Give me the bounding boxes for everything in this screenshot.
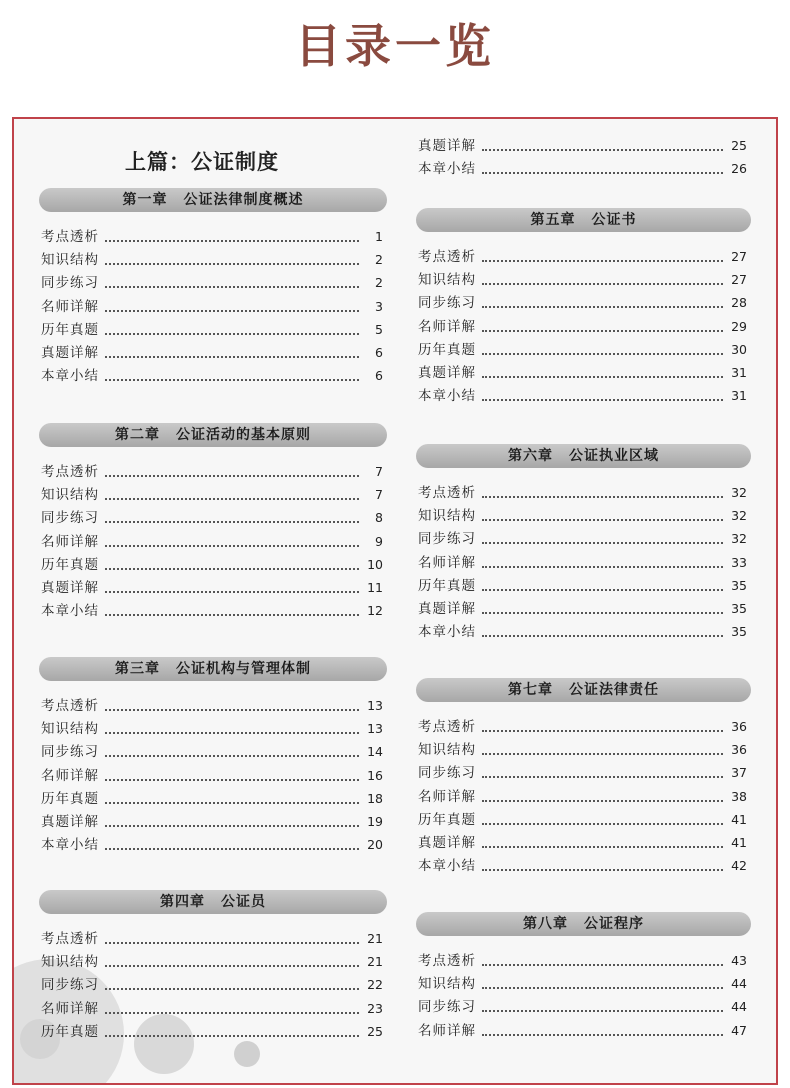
toc-entry-page: 41 xyxy=(731,835,747,850)
toc-entry-page: 19 xyxy=(367,814,383,829)
toc-entry[interactable] xyxy=(418,1018,747,1040)
toc-entry-page: 16 xyxy=(367,767,383,783)
toc-entry[interactable] xyxy=(418,596,747,618)
toc-entry-page: 44 xyxy=(731,999,747,1015)
dot-leader xyxy=(482,376,723,378)
toc-entry-label: 知识结构 xyxy=(418,976,476,993)
toc-entry-label: 名师详解 xyxy=(41,298,99,315)
chapter-number: 第四章 xyxy=(160,894,205,910)
toc-entry-label: 本章小结 xyxy=(418,858,476,875)
toc-entry[interactable] xyxy=(41,949,383,971)
toc-entry[interactable] xyxy=(418,807,747,829)
toc-entry-page: 35 xyxy=(731,577,747,593)
dot-leader xyxy=(105,545,359,547)
toc-entry-page: 13 xyxy=(367,698,383,713)
dot-leader xyxy=(482,283,723,285)
dot-leader xyxy=(105,286,359,288)
toc-entry-label: 考点透析 xyxy=(41,698,99,714)
dot-leader xyxy=(105,591,359,593)
toc-entry[interactable] xyxy=(418,337,747,359)
toc-entry-label: 真题详解 xyxy=(41,345,99,361)
toc-entry-label: 同步练习 xyxy=(41,977,99,994)
toc-entry[interactable] xyxy=(41,459,383,481)
toc-entry-label: 考点透析 xyxy=(41,229,99,245)
dot-leader xyxy=(482,589,723,591)
toc-entry-page: 8 xyxy=(375,510,383,526)
toc-entry-page: 36 xyxy=(731,742,747,758)
dot-leader xyxy=(105,310,359,312)
chapter-number: 第六章 xyxy=(508,448,553,464)
toc-entry-label: 名师详解 xyxy=(418,554,476,571)
toc-entry-page: 23 xyxy=(367,1000,383,1016)
toc-entry-label: 真题详解 xyxy=(418,365,476,381)
toc-entry[interactable] xyxy=(41,1019,383,1041)
toc-entry-label: 真题详解 xyxy=(418,835,476,851)
toc-entry-page: 1 xyxy=(375,229,383,244)
toc-entry-page: 3 xyxy=(375,298,383,314)
dot-leader xyxy=(482,730,723,732)
toc-entry-label: 历年真题 xyxy=(418,811,476,828)
toc-entry-label: 同步练习 xyxy=(41,510,99,527)
toc-entry-label: 真题详解 xyxy=(41,814,99,830)
toc-entry-label: 本章小结 xyxy=(41,837,99,854)
dot-leader xyxy=(105,1012,359,1014)
toc-entry[interactable] xyxy=(418,550,747,572)
chapter-number: 第三章 xyxy=(115,661,160,677)
dot-leader xyxy=(105,379,359,381)
toc-entry[interactable] xyxy=(418,314,747,336)
dot-leader xyxy=(482,987,723,989)
toc-entry[interactable] xyxy=(41,294,383,316)
dot-leader xyxy=(482,753,723,755)
toc-entry-label: 真题详解 xyxy=(41,580,99,596)
toc-entry-page: 42 xyxy=(731,858,747,874)
toc-entry-label: 名师详解 xyxy=(418,318,476,335)
toc-entry-label: 本章小结 xyxy=(41,368,99,385)
toc-entry-label: 历年真题 xyxy=(418,341,476,358)
dot-leader xyxy=(482,846,723,848)
toc-entry[interactable] xyxy=(41,972,383,994)
toc-entry-page: 47 xyxy=(731,1022,747,1038)
dot-leader xyxy=(105,755,359,757)
dot-leader xyxy=(482,823,723,825)
dot-leader xyxy=(105,848,359,850)
chapter-header[interactable] xyxy=(39,657,387,681)
toc-entry[interactable] xyxy=(41,270,383,292)
toc-entry-label: 知识结构 xyxy=(41,252,99,269)
toc-entry[interactable] xyxy=(41,809,383,831)
toc-entry-label: 历年真题 xyxy=(418,577,476,594)
chapter-header[interactable] xyxy=(416,678,751,702)
toc-entry-page: 29 xyxy=(731,318,747,334)
chapter-name: 公证法律制度概述 xyxy=(183,192,304,208)
dot-leader xyxy=(482,149,723,151)
dot-leader xyxy=(105,356,359,358)
toc-entry[interactable] xyxy=(41,832,383,854)
chapter-name: 公证员 xyxy=(221,894,266,910)
toc-entry-page: 35 xyxy=(731,601,747,616)
toc-entry[interactable] xyxy=(41,552,383,574)
toc-entry[interactable] xyxy=(41,363,383,385)
toc-entry[interactable] xyxy=(41,224,383,246)
toc-entry[interactable] xyxy=(41,926,383,948)
toc-entry-label: 同步练习 xyxy=(41,744,99,761)
toc-entry-page: 30 xyxy=(731,341,747,357)
toc-entry[interactable] xyxy=(41,786,383,808)
toc-entry[interactable] xyxy=(41,996,383,1018)
toc-entry-page: 31 xyxy=(731,365,747,380)
dot-leader xyxy=(482,306,723,308)
toc-entry[interactable] xyxy=(418,244,747,266)
toc-entry[interactable] xyxy=(418,994,747,1016)
dot-leader xyxy=(105,732,359,734)
dot-leader xyxy=(105,568,359,570)
toc-entry-label: 名师详解 xyxy=(41,533,99,550)
toc-entry-page: 6 xyxy=(375,345,383,360)
toc-entry-label: 考点透析 xyxy=(41,464,99,480)
toc-entry-page: 12 xyxy=(367,603,383,619)
toc-frame xyxy=(12,117,778,1085)
toc-entry-page: 6 xyxy=(375,368,383,384)
toc-entry[interactable] xyxy=(418,714,747,736)
toc-entry[interactable] xyxy=(418,573,747,595)
toc-entry-label: 本章小结 xyxy=(41,603,99,620)
dot-leader xyxy=(482,635,723,637)
toc-entry[interactable] xyxy=(418,853,747,875)
toc-entry-page: 32 xyxy=(731,508,747,524)
toc-entry[interactable] xyxy=(418,383,747,405)
toc-entry[interactable] xyxy=(418,156,747,178)
toc-entry-label: 知识结构 xyxy=(41,487,99,504)
toc-entry-label: 同步练习 xyxy=(41,275,99,292)
dot-leader xyxy=(105,475,359,477)
toc-entry-page: 37 xyxy=(731,765,747,781)
toc-entry-page: 2 xyxy=(375,275,383,291)
toc-entry-page: 7 xyxy=(375,464,383,479)
chapter-header[interactable] xyxy=(39,890,387,914)
chapter-header[interactable] xyxy=(416,912,751,936)
toc-entry-label: 名师详解 xyxy=(418,1022,476,1039)
dot-leader xyxy=(482,612,723,614)
toc-entry-label: 考点透析 xyxy=(418,249,476,265)
chapter-number: 第八章 xyxy=(523,916,568,932)
dot-leader xyxy=(105,942,359,944)
chapter-number: 第七章 xyxy=(508,682,553,698)
toc-entry[interactable] xyxy=(41,529,383,551)
toc-entry-page: 20 xyxy=(367,837,383,853)
toc-entry[interactable] xyxy=(418,784,747,806)
toc-entry[interactable] xyxy=(418,737,747,759)
toc-entry-page: 25 xyxy=(367,1023,383,1039)
toc-entry-page: 5 xyxy=(375,321,383,337)
dot-leader xyxy=(482,353,723,355)
dot-leader xyxy=(105,802,359,804)
toc-entry-page: 25 xyxy=(731,138,747,153)
dot-leader xyxy=(482,172,723,174)
dot-leader xyxy=(105,614,359,616)
toc-entry[interactable] xyxy=(418,290,747,312)
toc-entry[interactable] xyxy=(41,340,383,362)
toc-entry[interactable] xyxy=(41,763,383,785)
toc-entry-page: 11 xyxy=(367,580,383,595)
toc-entry[interactable] xyxy=(418,760,747,782)
toc-entry-page: 26 xyxy=(731,161,747,177)
toc-entry[interactable] xyxy=(41,575,383,597)
toc-entry[interactable] xyxy=(41,317,383,339)
dot-leader xyxy=(105,965,359,967)
toc-entry-label: 考点透析 xyxy=(41,931,99,947)
dot-leader xyxy=(105,1035,359,1037)
toc-entry[interactable] xyxy=(41,693,383,715)
toc-entry-label: 历年真题 xyxy=(41,1023,99,1040)
chapter-number: 第五章 xyxy=(530,212,576,228)
dot-leader xyxy=(482,399,723,401)
toc-entry-page: 31 xyxy=(731,388,747,404)
toc-entry-page: 35 xyxy=(731,624,747,640)
toc-entry-page: 44 xyxy=(731,976,747,992)
toc-entry-page: 9 xyxy=(375,533,383,549)
toc-entry-page: 41 xyxy=(731,811,747,827)
toc-entry-label: 历年真题 xyxy=(41,790,99,807)
toc-entry[interactable] xyxy=(418,133,747,155)
toc-entry-page: 32 xyxy=(731,531,747,547)
toc-entry-label: 本章小结 xyxy=(418,161,476,178)
dot-leader xyxy=(482,519,723,521)
toc-entry-label: 历年真题 xyxy=(41,321,99,338)
dot-leader xyxy=(105,263,359,265)
toc-entry-label: 考点透析 xyxy=(418,719,476,735)
chapter-name: 公证程序 xyxy=(584,916,644,932)
dot-leader xyxy=(482,869,723,871)
dot-leader xyxy=(482,496,723,498)
toc-entry-page: 28 xyxy=(731,295,747,311)
chapter-header[interactable] xyxy=(39,188,387,212)
toc-entry-page: 38 xyxy=(731,788,747,804)
toc-entry-label: 名师详解 xyxy=(41,1000,99,1017)
toc-entry-page: 7 xyxy=(375,487,383,503)
chapter-header[interactable] xyxy=(39,423,387,447)
toc-entry-label: 本章小结 xyxy=(418,624,476,641)
chapter-header[interactable] xyxy=(416,208,751,232)
toc-entry-label: 真题详解 xyxy=(418,601,476,617)
toc-entry-label: 同步练习 xyxy=(418,999,476,1016)
toc-entry-label: 知识结构 xyxy=(418,272,476,289)
toc-entry-label: 考点透析 xyxy=(418,485,476,501)
toc-entry-page: 27 xyxy=(731,272,747,288)
chapter-name: 公证书 xyxy=(591,212,637,228)
dot-leader xyxy=(482,964,723,966)
toc-entry-page: 21 xyxy=(367,931,383,946)
chapter-number: 第一章 xyxy=(122,192,168,208)
toc-entry[interactable] xyxy=(418,830,747,852)
toc-entry[interactable] xyxy=(418,619,747,641)
toc-entry[interactable] xyxy=(41,598,383,620)
dot-leader xyxy=(105,825,359,827)
dot-leader xyxy=(105,779,359,781)
toc-entry[interactable] xyxy=(418,971,747,993)
dot-leader xyxy=(482,1010,723,1012)
dot-leader xyxy=(105,333,359,335)
toc-entry-label: 名师详解 xyxy=(41,767,99,784)
toc-entry[interactable] xyxy=(418,526,747,548)
toc-entry[interactable] xyxy=(41,482,383,504)
toc-entry-label: 同步练习 xyxy=(418,295,476,312)
toc-entry-page: 33 xyxy=(731,554,747,570)
toc-entry[interactable] xyxy=(418,360,747,382)
toc-entry-label: 同步练习 xyxy=(418,765,476,782)
dot-leader xyxy=(482,330,723,332)
dot-leader xyxy=(482,1034,723,1036)
toc-entry-label: 知识结构 xyxy=(41,721,99,738)
toc-entry-page: 43 xyxy=(731,953,747,968)
toc-entry-label: 考点透析 xyxy=(418,953,476,969)
toc-entry-page: 36 xyxy=(731,719,747,734)
chapter-name: 公证机构与管理体制 xyxy=(176,661,311,677)
decor-circle xyxy=(234,1041,260,1067)
toc-entry-page: 13 xyxy=(367,721,383,737)
toc-entry-label: 历年真题 xyxy=(41,556,99,573)
toc-entry-page: 22 xyxy=(367,977,383,993)
toc-entry-label: 知识结构 xyxy=(418,508,476,525)
toc-entry-page: 21 xyxy=(367,954,383,970)
chapter-name: 公证法律责任 xyxy=(569,682,659,698)
toc-entry[interactable] xyxy=(418,948,747,970)
dot-leader xyxy=(482,800,723,802)
dot-leader xyxy=(482,776,723,778)
dot-leader xyxy=(482,566,723,568)
toc-entry[interactable] xyxy=(41,247,383,269)
part-title: 上篇：公证制度 xyxy=(125,150,279,174)
toc-entry[interactable] xyxy=(41,716,383,738)
toc-entry-label: 名师详解 xyxy=(418,788,476,805)
toc-entry-page: 18 xyxy=(367,790,383,806)
chapter-number: 第二章 xyxy=(115,427,160,443)
dot-leader xyxy=(105,498,359,500)
toc-entry-label: 真题详解 xyxy=(418,138,476,154)
toc-entry[interactable] xyxy=(41,505,383,527)
dot-leader xyxy=(105,988,359,990)
title-banner xyxy=(0,0,790,100)
dot-leader xyxy=(105,521,359,523)
toc-entry-label: 本章小结 xyxy=(418,388,476,405)
toc-entry-label: 同步练习 xyxy=(418,531,476,548)
dot-leader xyxy=(105,709,359,711)
chapter-name: 公证执业区域 xyxy=(569,448,659,464)
toc-entry[interactable] xyxy=(418,503,747,525)
chapter-name: 公证活动的基本原则 xyxy=(176,427,311,443)
toc-entry-page: 10 xyxy=(367,556,383,572)
toc-entry-label: 知识结构 xyxy=(41,954,99,971)
dot-leader xyxy=(105,240,359,242)
dot-leader xyxy=(482,542,723,544)
toc-entry[interactable] xyxy=(41,739,383,761)
toc-entry[interactable] xyxy=(418,480,747,502)
toc-entry-page: 27 xyxy=(731,249,747,264)
toc-entry-page: 32 xyxy=(731,485,747,500)
chapter-header[interactable] xyxy=(416,444,751,468)
page-title: 目录一览 xyxy=(295,19,495,73)
toc-entry[interactable] xyxy=(418,267,747,289)
toc-entry-page: 2 xyxy=(375,252,383,268)
dot-leader xyxy=(482,260,723,262)
toc-entry-page: 14 xyxy=(367,744,383,760)
toc-entry-label: 知识结构 xyxy=(418,742,476,759)
